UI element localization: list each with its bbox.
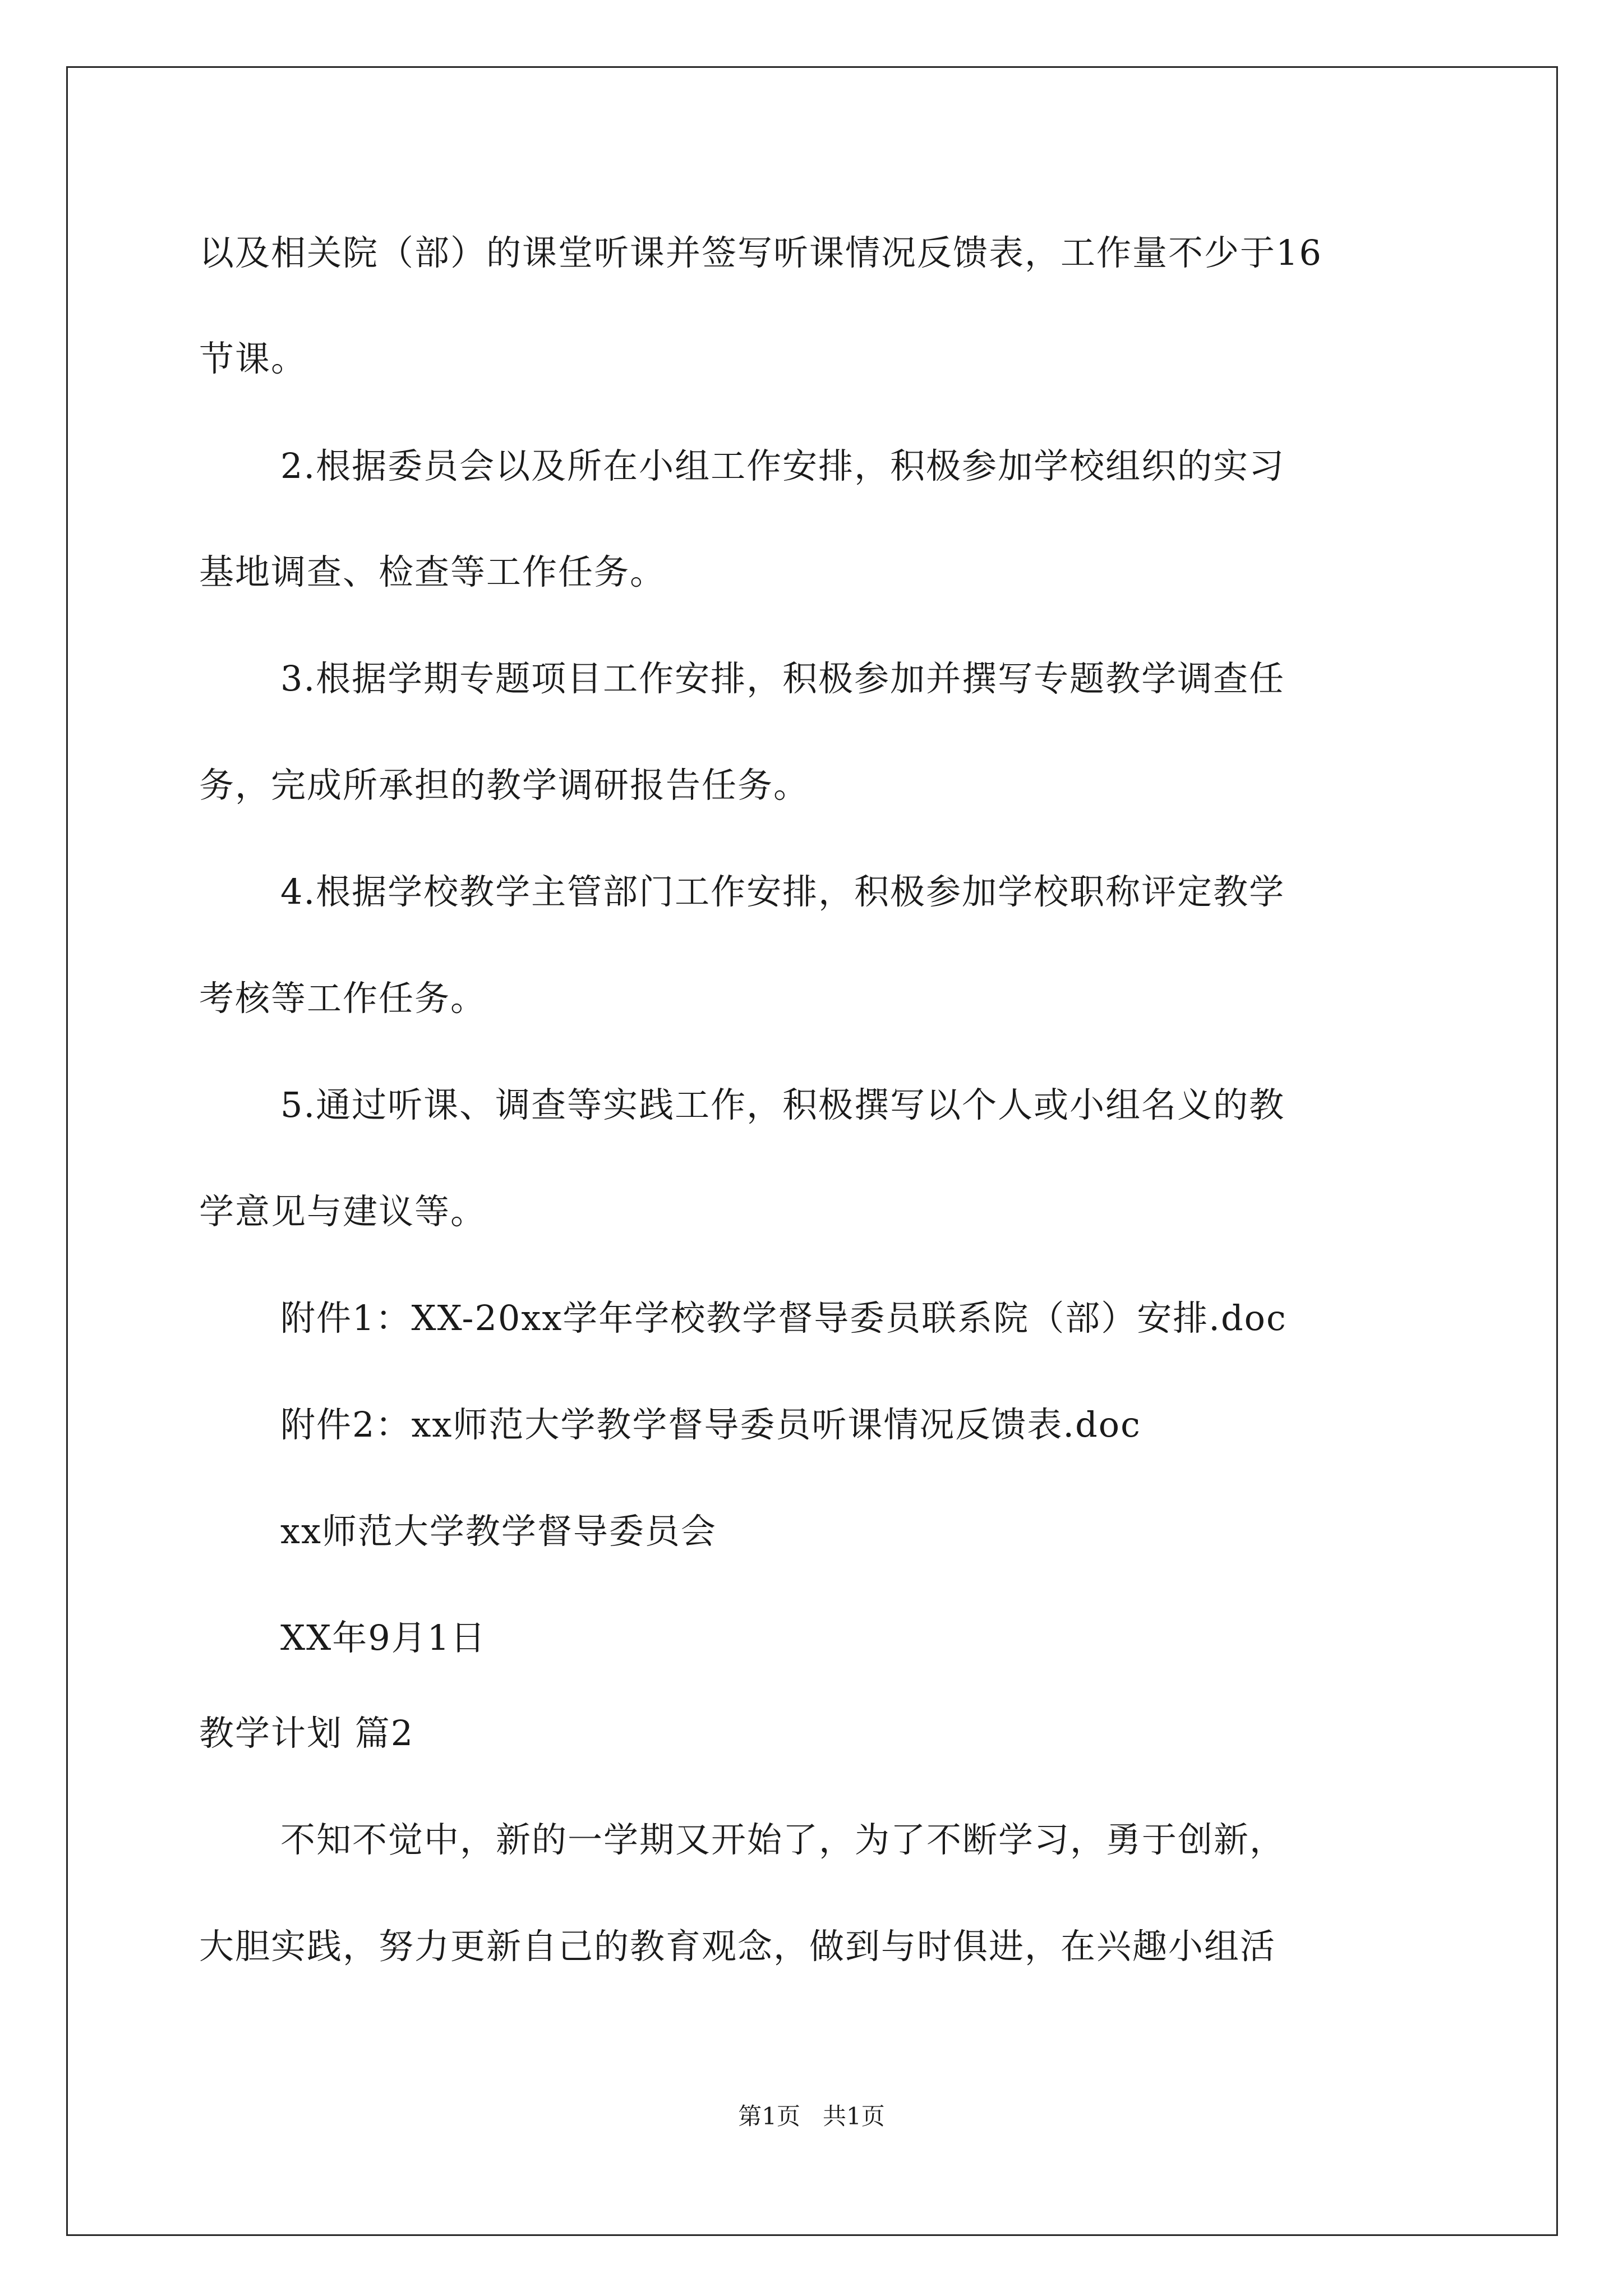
text-line: 考核等工作任务。 (199, 978, 487, 1019)
text-line: 3.根据学期专题项目工作安排，积极参加并撰写专题教学调查任 (280, 658, 1285, 699)
text-line: 务，完成所承担的教学调研报告任务。 (199, 765, 810, 806)
attachment-2-line: 附件2：xx师范大学教学督导委员听课情况反馈表.doc (280, 1404, 1141, 1445)
text-line: 2.根据委员会以及所在小组工作安排，积极参加学校组织的实习 (280, 445, 1285, 486)
text-line: 不知不觉中，新的一学期又开始了，为了不断学习，勇于创新， (280, 1819, 1286, 1860)
page-footer: 第1页 共1页 (738, 2102, 885, 2130)
text-line: 4.根据学校教学主管部门工作安排，积极参加学校职称评定教学 (280, 871, 1285, 912)
text-line: 以及相关院（部）的课堂听课并签写听课情况反馈表，工作量不少于16 (199, 232, 1322, 273)
text-line: 学意见与建议等。 (199, 1191, 487, 1232)
text-line: 5.通过听课、调查等实践工作，积极撰写以个人或小组名义的教 (280, 1084, 1285, 1125)
page-border (66, 66, 1558, 2236)
date-line: XX年9月1日 (280, 1617, 487, 1658)
signature-org-line: xx师范大学教学督导委员会 (280, 1511, 717, 1552)
section-heading: 教学计划 篇2 (199, 1713, 414, 1754)
attachment-1-line: 附件1：XX-20xx学年学校教学督导委员联系院（部）安排.doc (280, 1297, 1287, 1338)
text-line: 节课。 (199, 338, 307, 379)
text-line: 大胆实践，努力更新自己的教育观念，做到与时俱进，在兴趣小组活 (199, 1926, 1276, 1967)
text-line: 基地调查、检查等工作任务。 (199, 551, 666, 592)
